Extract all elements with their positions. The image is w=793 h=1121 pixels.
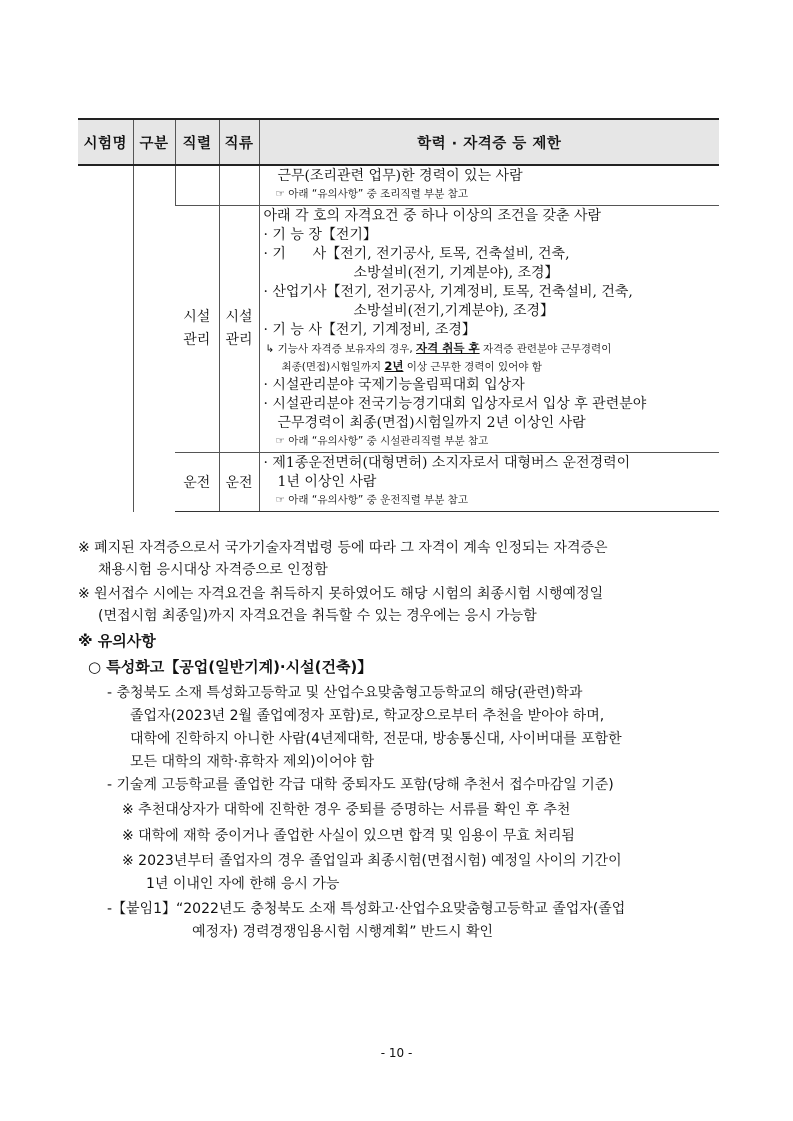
cooking-requirement: 근무(조리관련 업무)한 경력이 있는 사람 [277, 168, 523, 184]
facility-note: ☞ 아래 “유의사항” 중 시설관리직렬 부분 참고 [275, 435, 489, 447]
facility-item-national-contest-cont: 근무경력이 최종(면접)시험일까지 2년 이상인 사람 [277, 415, 586, 431]
caution-sub-invalidation: ※ 대학에 재학 중이거나 졸업한 사실이 있으면 합격 및 임용이 무효 처리됨 [122, 828, 575, 844]
caution-attachment-cont: 예정자) 경력경쟁임용시험 시행계획” 반드시 확인 [192, 924, 493, 940]
facility-item-olympiad: · 시설관리분야 국제기능올림픽대회 입상자 [263, 377, 525, 393]
header-exam-name: 시험명 [78, 119, 133, 165]
cell-type-driving: 운전 [219, 453, 259, 512]
caution-sub-graduation-period-cont: 1년 이내인 자에 한해 응시 가능 [146, 876, 340, 892]
caution-dropout: - 기술계 고등학교를 졸업한 각급 대학 중퇴자도 포함(당해 추천서 접수마감일 기준) [107, 777, 614, 793]
craftsman-note-2 [264, 358, 718, 376]
caution-eligibility-3: 대학에 진학하지 아니한 사람(4년제대학, 전문대, 방송통신대, 사이버대를 포함한 [130, 731, 622, 747]
table-row-cooking [78, 165, 719, 206]
facility-intro: 아래 각 호의 자격요건 중 하나 이상의 조건을 갖춘 사람 [263, 208, 602, 224]
craftsman-note-1 [264, 340, 718, 358]
caution-attachment: -【붙임1】“2022년도 충청북도 소재 특성화고·산업수요맞춤형고등학교 졸업자(졸업 [107, 901, 626, 917]
cautions-heading: ※ 유의사항 [78, 632, 156, 650]
table-row-driving [78, 453, 719, 512]
page-number: - 10 - [380, 1046, 413, 1060]
craftsman-note-1-pre: ↳ 기능사 자격증 보유자의 경우, [265, 343, 417, 355]
cell-type-cooking [219, 165, 259, 206]
driving-requirement: · 제1종운전면허(대형면허) 소지자로서 대형버스 운전경력이 [263, 455, 631, 471]
cell-detail-driving [259, 453, 719, 512]
facility-item-master: · 기 능 장【전기】 [263, 227, 377, 243]
craftsman-note-2-post: 이상 근무한 경력이 있어야 함 [403, 361, 542, 373]
header-type: 직류 [219, 119, 259, 165]
table-row-facility [78, 206, 719, 453]
cell-type-facility [219, 206, 259, 453]
craftsman-note-2-pre: 최종(면접)시험일까지 [281, 361, 385, 373]
facility-item-industrial: · 산업기사【전기, 전기공사, 기계정비, 토목, 건축설비, 건축, [263, 284, 633, 300]
type-facility: 시설관리 [225, 309, 253, 348]
facility-item-engineer-cont: 소방설비(전기, 기계분야), 조경】 [353, 265, 559, 281]
cell-detail-facility [259, 206, 719, 453]
craftsman-note-1-emph: 자격 취득 후 [416, 341, 480, 355]
series-facility: 시설관리 [183, 309, 211, 348]
cell-series-cooking [175, 165, 219, 206]
header-qualification: 학력 · 자격증 등 제한 [259, 119, 719, 165]
remark-application-cont: (면접시험 최종일)까지 자격요건을 취득할 수 있는 경우에는 응시 가능함 [98, 608, 537, 624]
cell-category [133, 165, 175, 512]
cell-series-driving: 운전 [175, 453, 219, 512]
facility-item-engineer: · 기 사【전기, 전기공사, 토목, 건축설비, 건축, [263, 246, 570, 262]
driving-note: ☞ 아래 “유의사항” 중 운전직렬 부분 참고 [275, 494, 468, 506]
craftsman-note-2-emph: 2년 [384, 359, 404, 373]
header-series: 직렬 [175, 119, 219, 165]
craftsman-note-1-post: 자격증 관련분야 근무경력이 [479, 343, 612, 355]
cell-series-facility [175, 206, 219, 453]
cautions-subheading: ○ 특성화고【공업(일반기계)·시설(건축)】 [88, 658, 373, 676]
cooking-note: ☞ 아래 “유의사항” 중 조리직렬 부분 참고 [275, 188, 468, 200]
remark-abolished-certificate-cont: 채용시험 응시대상 자격증으로 인정함 [98, 562, 328, 578]
caution-eligibility-4: 모든 대학의 재학·휴학자 제외)이어야 함 [130, 754, 375, 770]
caution-eligibility-2: 졸업자(2023년 2월 졸업예정자 포함)로, 학교장으로부터 추천을 받아야 하며, [130, 708, 605, 724]
driving-requirement-cont: 1년 이상인 사람 [277, 474, 377, 490]
remark-application: ※ 원서접수 시에는 자격요건을 취득하지 못하였어도 해당 시험의 최종시험 시행예정일 [78, 586, 604, 602]
facility-item-national-contest: · 시설관리분야 전국기능경기대회 입상자로서 입상 후 관련분야 [263, 396, 647, 412]
facility-item-craftsman: · 기 능 사【전기, 기계정비, 조경】 [263, 322, 476, 338]
table-header-row [78, 119, 719, 165]
caution-sub-graduation-period: ※ 2023년부터 졸업자의 경우 졸업일과 최종시험(면접시험) 예정일 사이의 기간이 [122, 853, 622, 869]
facility-item-industrial-cont: 소방설비(전기,기계분야), 조경】 [353, 303, 555, 319]
cell-detail-cooking [259, 165, 719, 206]
remark-abolished-certificate: ※ 폐지된 자격증으로서 국가기술자격법령 등에 따라 그 자격이 계속 인정되는 자격증은 [78, 540, 608, 556]
caution-eligibility-1: - 충청북도 소재 특성화고등학교 및 산업수요맞춤형고등학교의 해당(관련)학과 [107, 685, 583, 701]
qualification-table [78, 118, 719, 512]
header-category: 구분 [133, 119, 175, 165]
cell-exam-name [78, 165, 133, 512]
caution-sub-recommendation: ※ 추천대상자가 대학에 진학한 경우 중퇴를 증명하는 서류를 확인 후 추천 [122, 802, 571, 818]
